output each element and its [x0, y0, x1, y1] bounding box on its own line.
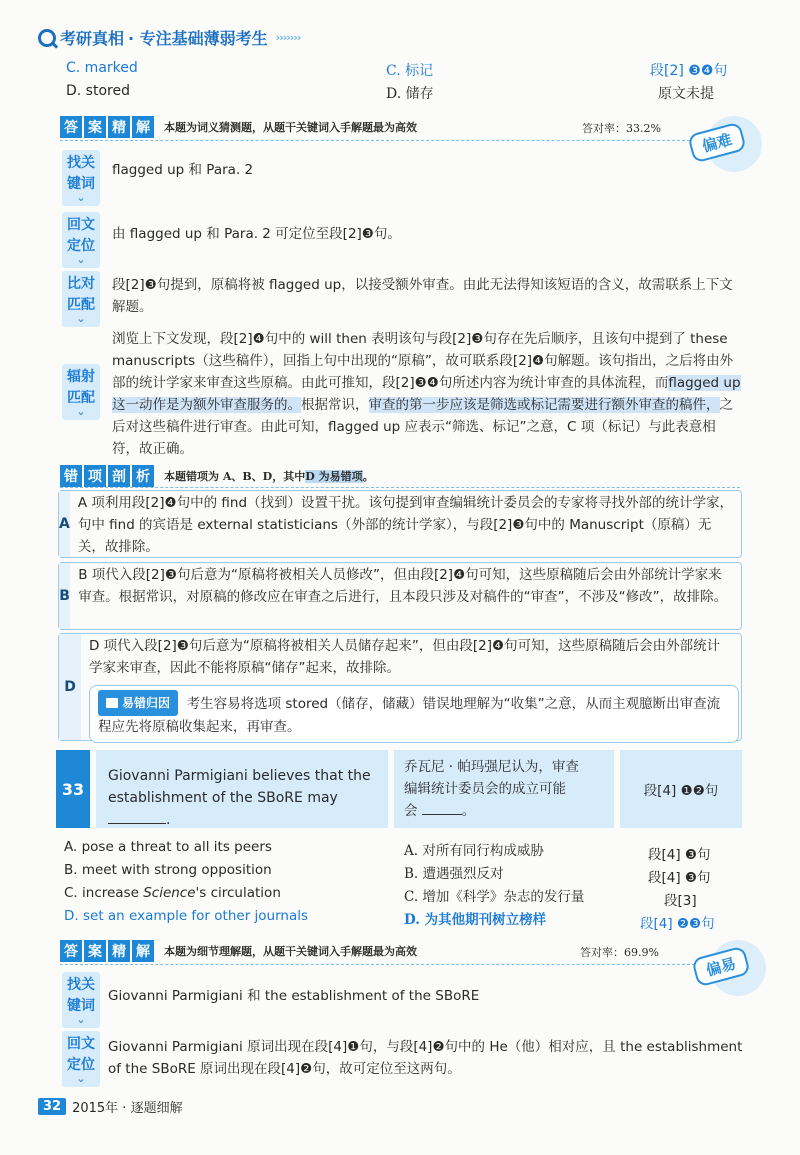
error-item-d: [58, 633, 742, 741]
errors-desc-mark: D 为易错项: [305, 470, 363, 483]
radiate-highlight-2: 审查的第一步应该是筛选或标记需要进行额外审查的稿件，: [368, 397, 720, 413]
option-c-loc: 段[2] ❸❹句: [650, 63, 728, 79]
radiate-text-1: 浏览上下文发现，段[2]❹句中的 will then 表明该句与段[2]❸句存在先后顺序，且该句中提到了 these manuscripts（这些稿件），回指上句中出现的“原稿”，故可联系段[2]❹句解题。该句指出，之后将由外部的统计学家来审查这些原稿。由此可推知，段[2]❸❹句所述内容为统计审查的具体流程，而: [112, 331, 734, 391]
q33-option-c-zh: C. 增加《科学》杂志的发行量: [404, 889, 585, 905]
answer-section-tag: [60, 116, 417, 138]
difficulty-badge: 偏难: [687, 122, 747, 164]
q33-option-a-loc: 段[4] ❸句: [648, 847, 711, 863]
radiate-highlight-1: flagged up 这一动作是为额外审查服务的。: [112, 375, 741, 413]
tag-char: 答: [60, 940, 82, 962]
error-item-b: [58, 562, 742, 630]
divider: [60, 140, 700, 141]
step-label-text: 比对匹配: [67, 276, 95, 313]
question-number: 33: [56, 750, 90, 828]
tag-char: 解: [132, 940, 154, 962]
hint-text: 考生容易将选项 stored（储存，储藏）错误地理解为“收集”之意，从而主观臆断出审查流程应先将原稿收集起来，再审查。: [98, 696, 721, 735]
step-label-locate-2: [62, 1031, 100, 1087]
q33-option-c-en: [64, 885, 281, 901]
q33-option-d-en: D. set an example for other journals: [64, 908, 309, 924]
answer-blank: [422, 814, 462, 815]
step-label-keyword-2: [62, 972, 100, 1028]
hint-tag-text: 易错归因: [122, 696, 171, 710]
question-stem-zh: [394, 750, 614, 828]
brand-tagline: · 专注基础薄弱考生: [128, 29, 268, 48]
hint-box: [89, 685, 739, 743]
page-footer: [38, 1097, 183, 1116]
option-c-en: C. marked: [66, 60, 138, 76]
divider: [60, 964, 700, 965]
zh-end: 。: [461, 803, 476, 819]
hint-content: [98, 690, 730, 738]
step-label-text: 找关键词: [67, 155, 95, 192]
answer-section-tag-2: [60, 940, 417, 962]
tag-char: 案: [84, 116, 106, 138]
errors-desc-post: 。: [362, 470, 374, 483]
answer-desc-2: 本题为细节理解题，从题干关键词入手解题最为高效: [164, 945, 417, 958]
tag-char: 精: [108, 116, 130, 138]
option-d-loc: 原文未提: [658, 86, 714, 102]
step-text-keyword: flagged up 和 Para. 2: [112, 162, 254, 178]
zh-line-3-text: 会: [404, 803, 418, 819]
option-c-post: 's circulation: [195, 885, 281, 901]
step-text-locate: 由 flagged up 和 Para. 2 可定位至段[2]❸句。: [112, 226, 401, 242]
q33-option-b-en: B. meet with strong opposition: [64, 862, 272, 878]
difficulty-badge-2: 偏易: [691, 946, 751, 988]
error-text: D 项代入段[2]❸句后意为“原稿将被相关人员储存起来”，但由段[2]❹句可知，这些原稿随后会由外部统计学家来审查，因此不能将原稿“储存”起来，故排除。: [89, 638, 721, 676]
q33-option-d-loc: 段[4] ❷❸句: [640, 916, 715, 932]
option-d-zh: D. 储存: [386, 86, 434, 102]
radiate-text-3: 之后对这些稿件进行审查。由此可知，flagged up 应表示“筛选、标记”之意，C 项（标记）与此表意相符，故正确。: [112, 397, 733, 457]
accuracy-rate: [582, 120, 661, 136]
zh-line-2: 编辑统计委员会的成立可能: [404, 781, 566, 797]
q33-option-c-loc: 段[3]: [664, 893, 697, 909]
divider: [60, 487, 740, 488]
error-text: A 项利用段[2]❹句中的 find（找到）设置干扰。该句提到审查编辑统计委员会的专家将寻找外部的统计学家，句中 find 的宾语是 external statisticians（外部的统计学家），与段[2]❸句中的 Manuscript（原稿）无关，故排除。: [77, 495, 734, 555]
stem-line-1: Giovanni Parmigiani believes that the: [108, 768, 371, 784]
search-logo-icon: [38, 29, 56, 47]
footer-title: 2015年 · 逐题细解: [72, 1101, 183, 1116]
tag-char: 答: [60, 116, 82, 138]
tag-char: 精: [108, 940, 130, 962]
zh-line-1: 乔瓦尼 · 帕玛强尼认为，审查: [404, 759, 579, 775]
brand-header: [38, 26, 300, 49]
step-label-radiate: [62, 364, 100, 420]
stem-line-2-text: establishment of the SBoRE may: [108, 790, 338, 806]
hint-tag: [98, 690, 178, 716]
step-text-radiate: [112, 328, 742, 460]
question-stem-en: [96, 750, 388, 828]
error-item-a: [58, 490, 742, 558]
radiate-text-2: 根据常识，: [301, 397, 369, 413]
error-label: A: [59, 491, 70, 557]
tag-char: 解: [132, 116, 154, 138]
error-label: B: [59, 563, 70, 629]
tag-char: 析: [132, 465, 154, 487]
step-label-text: 找关键词: [67, 977, 95, 1014]
tag-char: 案: [84, 940, 106, 962]
step-text-locate-2: Giovanni Parmigiani 原词出现在段[4]❶句，与段[4]❷句中的 He（他）相对应，且 the establishment of the SBoRE 原词出现在段[4]❷句，故可定位至这两句。: [108, 1039, 743, 1077]
step-label-locate: [62, 212, 100, 268]
arrows-icon: ›››››››: [275, 31, 301, 44]
option-c-zh: C. 标记: [386, 63, 434, 79]
answer-blank: [108, 823, 166, 824]
answer-desc: 本题为词义猜测题，从题干关键词入手解题最为高效: [164, 121, 417, 134]
error-d-content: [81, 634, 739, 740]
error-text: B 项代入段[2]❸句后意为“原稿将被相关人员修改”，但由段[2]❹句可知，这些原稿随后会由外部统计学家来审查。根据常识，对原稿的修改应在审查之后进行，且本段只涉及对稿件的“审查”，不涉及“修改”，故排除。: [78, 567, 728, 605]
step-text-compare: 段[2]❸句提到，原稿将被 flagged up，以接受额外审查。由此无法得知该短语的含义，故需联系上下文解题。: [112, 277, 733, 315]
tag-char: 剖: [108, 465, 130, 487]
accuracy-rate-text: 答对率：33.2%: [582, 122, 661, 135]
step-label-compare: [62, 271, 100, 327]
brand-name: 考研真相: [60, 29, 125, 48]
option-d-en: D. stored: [66, 83, 130, 99]
accuracy-rate-text: 答对率：69.9%: [580, 946, 659, 959]
tag-char: 项: [84, 465, 106, 487]
stem-end: .: [166, 812, 171, 828]
q33-option-b-zh: B. 遭遇强烈反对: [404, 866, 504, 882]
q33-option-a-zh: A. 对所有同行构成威胁: [404, 843, 544, 859]
errors-desc-pre: 本题错项为 A、B、D，其中: [164, 470, 306, 483]
accuracy-rate-2: [580, 944, 659, 960]
error-label: D: [59, 634, 81, 740]
stem-line-2: [108, 787, 376, 831]
errors-section-tag: [60, 465, 374, 487]
q33-option-d-zh: D. 为其他期刊树立榜样: [404, 912, 547, 928]
book-icon: [106, 698, 118, 708]
option-c-italic: Science: [143, 885, 196, 901]
step-label-text: 辐射匹配: [67, 369, 95, 406]
page-number: 32: [38, 1098, 66, 1115]
option-c-pre: C. increase: [64, 885, 144, 901]
step-label-keyword: [62, 150, 100, 206]
question-location: 段[4] ❶❷句: [620, 750, 742, 828]
step-label-text: 回文定位: [67, 1036, 95, 1073]
tag-char: 错: [60, 465, 82, 487]
step-label-text: 回文定位: [67, 217, 95, 254]
zh-line-3: [404, 800, 604, 822]
q33-option-b-loc: 段[4] ❸句: [648, 870, 711, 886]
errors-desc: [164, 468, 374, 484]
step-text-keyword-2: Giovanni Parmigiani 和 the establishment of the SBoRE: [108, 988, 480, 1004]
q33-option-a-en: A. pose a threat to all its peers: [64, 839, 272, 855]
